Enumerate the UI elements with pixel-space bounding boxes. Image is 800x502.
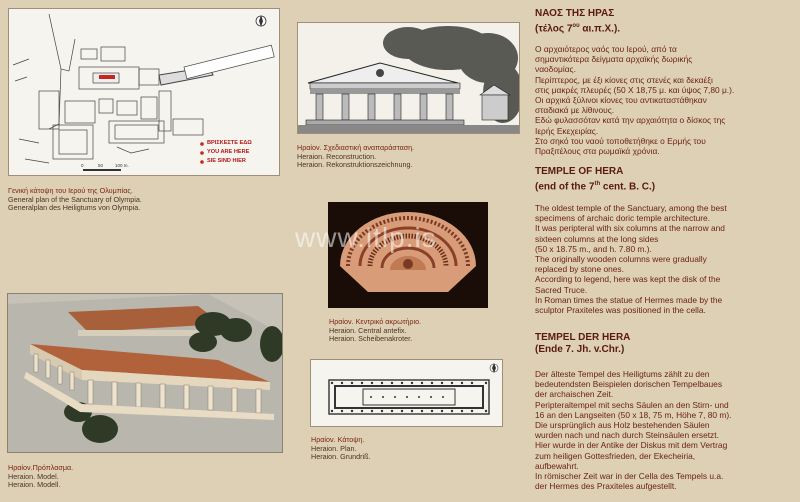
reconstruction-image bbox=[297, 22, 520, 134]
antefix-caption: Ηραίον. Κεντρικό ακρωτήριο. Heraion. Central antefix. Heraion. Scheibenakroter. bbox=[329, 317, 422, 344]
temple-plan-image bbox=[310, 359, 503, 427]
english-body: The oldest temple of the Sanctuary, among the best specimens of archaic doric temple architecture. It was peripteral with six columns at the narrow and sixteen columns at the long sides (50 x 18.75 m., and h. 7.80 m.). The originally wooden columns were gradually replaced by stone ones. According to legend, here was kept the disk of the Sacred Truce. In Roman times the statue of Hermes made by the sculptor Praxiteles was positioned in the cella. bbox=[535, 203, 727, 316]
scale-0: 0 bbox=[81, 163, 84, 168]
greek-body: Ο αρχαιότερος ναός του Ιερού, από τα σημαντικότερα δείγματα αρχαϊκής δωρικής ναοδομίας. Περίπτερος, με έξι κίονες στις στενές και δεκαέξι στις μακρές πλευρές (50 Χ 18,75 μ. και ύψος 7,80 μ.). Οι αρχικά ξύλινοι κίονες του αντικαταστάθηκαν σταδιακά με λίθινους. Εδώ φυλασσόταν κατά την αρχαιότητα ο δίσκος της Ιερής Εκεχειρίας. Στο σηκό του ναού τοποθετήθηκε ο Ερμής του Πραξιτέλους στα ρωμαϊκά χρόνια. bbox=[535, 44, 735, 157]
model-caption: Ηραίον.Πρόπλασμα. Heraion. Model. Heraion. Modell. bbox=[8, 463, 74, 490]
watermark-text: www.itlp.is bbox=[295, 222, 437, 253]
site-plan-caption: Γενική κάτοψη του Ιερού της Ολυμπίας. General plan of the Sanctuary of Olympia. Generalplan des Heiligtums von Olympia. bbox=[8, 186, 142, 213]
legend-greek: ΒΡΙΣΚΕΣΤΕ ΕΔΩ bbox=[207, 140, 252, 146]
model-image bbox=[7, 293, 283, 453]
english-title: TEMPLE OF HERA (end of the 7th cent. B. C.) bbox=[535, 166, 656, 193]
reconstruction-drawing bbox=[298, 23, 519, 133]
scale-100: 100 m. bbox=[115, 163, 129, 168]
greek-title: ΝΑΟΣ ΤΗΣ ΗΡΑΣ (τέλος $7^{o\upsilon}$ αι.π.Χ.). bbox=[535, 8, 621, 35]
scale-50: 50 bbox=[98, 163, 104, 168]
temple-plan-drawing bbox=[311, 360, 502, 426]
reconstruction-caption: Ηραίον. Σχεδιαστική αναπαράσταση. Heraion. Reconstruction. Heraion. Rekonstruktionszeichnung. bbox=[297, 143, 415, 170]
antefix-drawing bbox=[328, 202, 488, 308]
site-plan-image bbox=[8, 8, 280, 176]
antefix-image bbox=[328, 202, 488, 308]
german-title: TEMPEL DER HERA (Ende 7. Jh. v.Chr.) bbox=[535, 332, 631, 355]
legend-german: SIE SIND HIER bbox=[207, 158, 246, 164]
german-body: Der älteste Tempel des Heiligtums zählt zu den bedeutendsten Beispielen dorischen Tempelbaues der archaischen Zeit. Peripteraltempel mit sechs Säulen an den Stirn- und 16 an den Langseiten (50 x 18, 75 m, Höhe 7, 80 m). Die ursprünglich aus Holz bestehenden Säulen wurden nach und nach durch Steinsäulen ersetzt. Hier wurde in der Antike der Diskus mit dem Vertrag zum heiligen Gottesfrieden, der Ekecheiria, aufbewahrt. In römischer Zeit war in der Cella des Tempels u.a. der Hermes des Praxiteles aufgestellt. bbox=[535, 369, 732, 492]
model-drawing bbox=[8, 294, 282, 452]
legend-english: YOU ARE HERE bbox=[207, 149, 250, 155]
temple-plan-caption: Ηραίον. Κάτοψη. Heraion. Plan. Heraion. Grundriß. bbox=[311, 435, 371, 462]
